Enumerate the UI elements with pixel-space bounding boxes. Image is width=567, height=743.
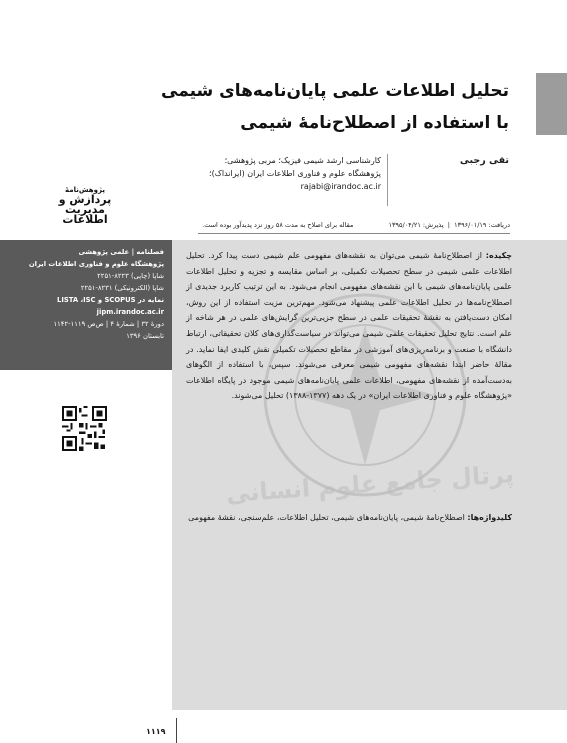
article-dates: دریافت: ۱۳۹۶/۰۱/۱۹ | پذیرش: ۱۳۹۵/۰۴/۲۱ مقاله برای اصلاح به مدت ۵۸ روز نزد پدیدآور بوده است. xyxy=(202,221,510,229)
abstract-label: چکیده: xyxy=(485,251,513,260)
abstract-body: از اصطلاح‌نامهٔ شیمی می‌توان به نقشه‌های مفهومی علم شیمی دست پیدا کرد. تحلیل اطلاعات علمی شیمی در سطح تحصیلات تکمیلی، بر اساس مقایسه و تجزیه و تحلیل اطلاعات علمی پایان‌نامه‌های شیمی با این نقشه‌های مفهومی انجام می‌شود. به این ترتیب کاربرد جدیدی از اصطلاح‌نامه‌ها در تحلیل اطلاعات علمی پیشنهاد می‌شود. مهم‌ترین مزیت استفاده از این روش، امکان دست‌یافتن به نقشهٔ تحقیقات علمی در سطح جزیی‌ترین گرایش‌های علمی در هر شاخه از علم است. نتایج تحلیل تحقیقات علمی شیمی می‌تواند در سیاست‌گذاری‌های کلان تحقیقاتی، ارتباط دانشگاه با صنعت و برنامه‌ریزی‌های آموزشی در مقاطع تحصیلات تکمیلی نقش کلیدی ایفا نماید. در مقالهٔ حاضر ابتدا نقشه‌های مفهومی شیمی معرفی می‌شوند. سپس، با استفاده از الگوهای به‌دست‌آمده از نقشه‌های مفهومی، اطلاعات علمی پایان‌نامه‌های شیمی موجود در پایگاه اطلاعات «پژوهشگاه علوم و فناوری اطلاعات ایران» در یک دهه (۱۳۷۷-۱۳۸۸) تحلیل می‌شوند. xyxy=(186,251,512,401)
keywords-body: اصطلاح‌نامهٔ شیمی، پایان‌نامه‌های شیمی، تحلیل اطلاعات، علم‌سنجی، نقشهٔ مفهومی xyxy=(188,513,465,522)
accepted-date: پذیرش: ۱۳۹۵/۰۴/۲۱ xyxy=(388,221,444,229)
title-line-1: تحلیل اطلاعات علمی پایان‌نامه‌های شیمی xyxy=(161,81,509,101)
journal-info-line-4: شاپا (الکترونیکی) ۸۲۳۱-۲۲۵۱ xyxy=(80,284,164,292)
footer-rule xyxy=(176,718,177,743)
revision-note: مقاله برای اصلاح به مدت ۵۸ روز نزد پدیدآور بوده است. xyxy=(202,221,354,229)
journal-info-line-5: نمایه در SCOPUS و LISTA ،ISC xyxy=(57,296,164,304)
abstract-text xyxy=(186,248,512,404)
author-affiliation xyxy=(141,154,381,193)
dates-rule xyxy=(198,233,510,234)
journal-info-line-1: فصلنامه | علمی پژوهشی xyxy=(78,248,164,256)
qr-code-icon xyxy=(62,406,107,451)
logo-line-1: پژوهش‌نامهٔ xyxy=(65,186,105,194)
title-line-2: با استفاده از اصطلاح‌نامهٔ شیمی xyxy=(240,113,509,133)
journal-website[interactable]: jipm.irandoc.ac.ir xyxy=(96,308,164,316)
watermark-text: پرتال جامع علوم انسانی xyxy=(225,459,515,509)
author-email[interactable]: rajabi@irandoc.ac.ir xyxy=(300,182,381,191)
logo-line-2: پردازش و xyxy=(58,193,112,206)
keywords-label: کلیدواژه‌ها: xyxy=(467,513,512,522)
article-title xyxy=(69,75,509,139)
journal-info-line-7: دورهٔ ۳۲ | شمارهٔ ۴ | ص‌ص ۱۱۱۹-۱۱۴۲ xyxy=(53,320,164,328)
keywords xyxy=(186,510,512,526)
received-date: دریافت: ۱۳۹۶/۰۱/۱۹ xyxy=(454,221,510,229)
journal-info-line-8: تابستان ۱۳۹۶ xyxy=(126,332,164,340)
page-number: ۱۱۱۹ xyxy=(146,727,166,736)
section-tab xyxy=(536,73,567,135)
journal-info-panel xyxy=(0,240,172,370)
logo-line-4: اطلاعات xyxy=(62,213,108,226)
logo-line-3: مدیریت xyxy=(65,203,105,216)
journal-info-line-2: پژوهشگاه علوم و فناوری اطلاعات ایران xyxy=(28,260,164,268)
author-divider xyxy=(387,154,388,206)
affiliation-line-2: پژوهشگاه علوم و فناوری اطلاعات ایران (ایرانداک)؛ xyxy=(209,169,381,178)
affiliation-line-1: کارشناسی ارشد شیمی فیزیک؛ مربی پژوهشی؛ xyxy=(224,156,381,165)
journal-info-line-3: شاپا (چاپی) ۸۲۲۳-۲۲۵۱ xyxy=(97,272,164,280)
author-name: تقی رجبی xyxy=(459,155,509,166)
journal-logo xyxy=(55,185,115,225)
